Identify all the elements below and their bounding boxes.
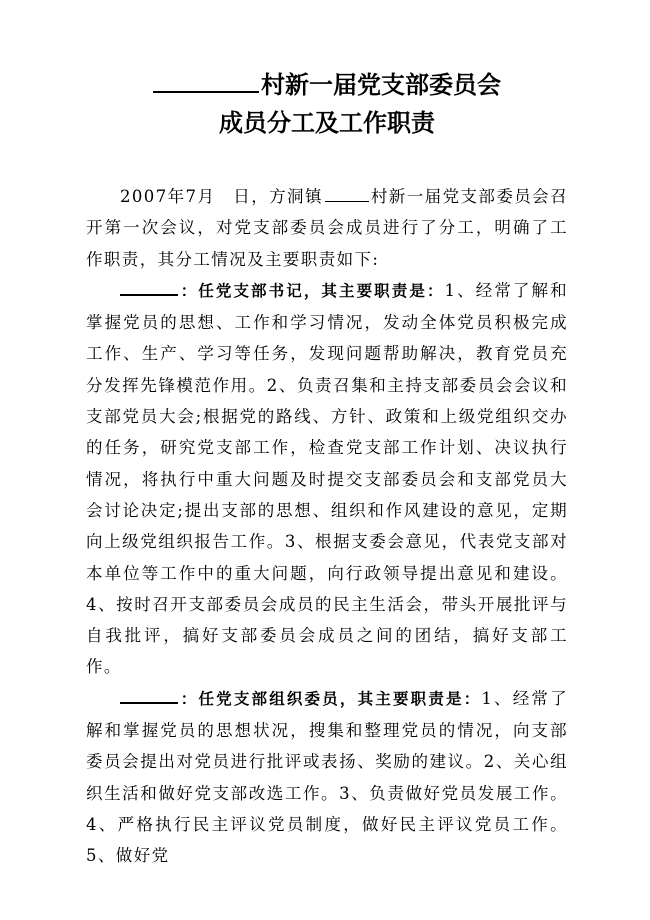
secretary-role-heading: 任党支部书记，其主要职责是： xyxy=(198,281,445,300)
document-title-line1 xyxy=(86,66,568,103)
village-blank xyxy=(325,185,369,202)
document-body xyxy=(86,181,568,872)
document-page xyxy=(86,66,568,872)
intro-text: 村新一届党支部委员会召开第一次会议，对党支部委员会成员进行了分工，明确了工作职责，其分工情况及主要职责如下: xyxy=(86,187,568,269)
organization-member-name-blank xyxy=(120,686,178,704)
intro-paragraph xyxy=(86,181,568,275)
title-line1-text: 村新一届党支部委员会 xyxy=(261,71,501,99)
secretary-name-blank xyxy=(120,278,178,296)
secretary-colon: ： xyxy=(180,281,199,300)
organization-role-heading: 任党支部组织委员，其主要职责是： xyxy=(198,689,482,708)
document-title-line2: 成员分工及工作职责 xyxy=(219,109,435,137)
secretary-duties-text: 1、经常了解和掌握党员的思想、工作和学习情况，发动全体党员积极完成工作、生产、学习等任务，发现问题帮助解决，教育党员充分发挥先锋模范作用。2、负责召集和主持支部委员会会议和支部党员大会;根据党的路线、方针、政策和上级党组织交办的任务，研究党支部工作，检查党支部工作计划、决议执行情况，将执行中重大问题及时提交支部委员会和支部党员大会讨论决定;提出支部的思想、组织和作风建设的意见，定期向上级党组织报告工作。3、根据支委会意见，代表党支部对本单位等工作中的重大问题，向行政领导提出意见和建设。4、按时召开支部委员会成员的民主生活会，带头开展批评与自我批评，搞好支部委员会成员之间的团结，搞好支部工作。 xyxy=(86,280,568,677)
village-name-blank xyxy=(153,66,259,93)
secretary-duties-paragraph xyxy=(86,275,568,683)
organization-colon: ： xyxy=(180,689,199,708)
organization-duties-text: 1、经常了解和掌握党员的思想状况，搜集和整理党员的情况，向支部委员会提出对党员进行批评或表扬、奖励的建议。2、关心组织生活和做好党支部改选工作。3、负责做好党员发展工作。4、严格执行民主评议党员制度，做好民主评议党员工作。5、做好党 xyxy=(86,688,568,866)
intro-date-text: 2007年7月 日，方洞镇 xyxy=(120,187,323,206)
organization-duties-paragraph xyxy=(86,683,568,872)
